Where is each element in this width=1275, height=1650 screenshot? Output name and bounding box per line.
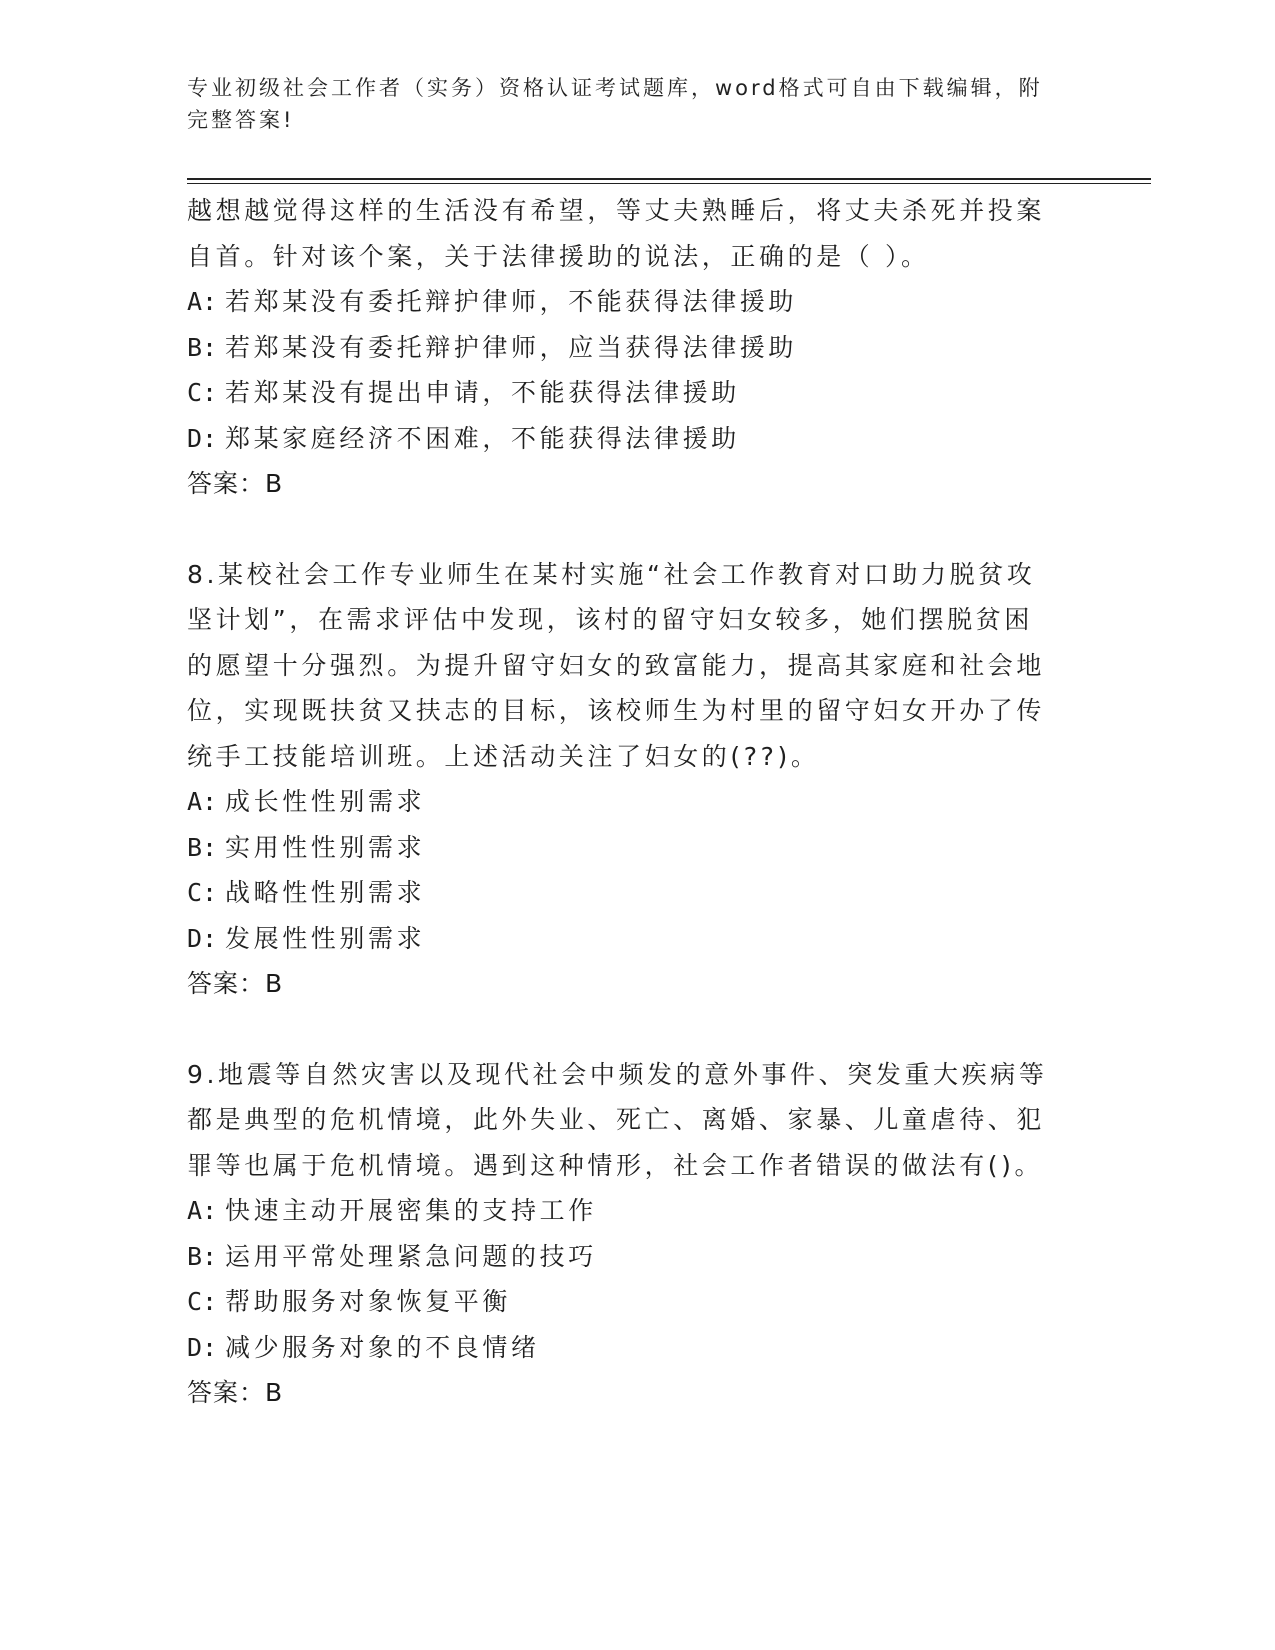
option-letter: A: (187, 787, 218, 816)
question-text-line: 统手工技能培训班。上述活动关注了妇女的(??)。 (187, 741, 820, 771)
spacer (187, 507, 1067, 552)
option-text: 快速主动开展密集的支持工作 (225, 1196, 597, 1225)
option-b (187, 325, 1067, 371)
answer-line: 答案：B (187, 469, 284, 498)
option-letter: B: (187, 832, 218, 862)
spacer (187, 1007, 1067, 1052)
option-letter: D: (187, 1332, 218, 1362)
option-letter: D: (187, 423, 218, 453)
option-text: 实用性性别需求 (225, 832, 426, 862)
option-letter: C: (187, 878, 218, 907)
option-text: 运用平常处理紧急问题的技巧 (225, 1241, 597, 1271)
option-letter: C: (187, 1287, 218, 1316)
option-text: 若郑某没有委托辩护律师，应当获得法律援助 (225, 332, 798, 362)
question-text-line: 坚计划”，在需求评估中发现，该村的留守妇女较多，她们摆脱贫困 (187, 605, 1033, 634)
question-text-line: 8.某校社会工作专业师生在某村实施“社会工作教育对口助力脱贫攻 (187, 559, 1036, 589)
question-block-8 (187, 552, 1067, 1007)
header-line-2: 完整答案! (187, 108, 295, 132)
option-b (187, 825, 1067, 871)
option-letter: C: (187, 378, 218, 407)
option-letter: A: (187, 1196, 218, 1225)
option-letter: A: (187, 287, 218, 316)
header-divider-thin (187, 183, 1151, 184)
option-a (187, 279, 1067, 325)
option-text: 成长性性别需求 (225, 787, 426, 816)
answer-line: 答案：B (187, 969, 284, 998)
option-letter: B: (187, 332, 218, 362)
option-d (187, 1325, 1067, 1371)
option-c (187, 870, 1067, 916)
option-letter: B: (187, 1241, 218, 1271)
document-header (187, 72, 1067, 136)
question-text-line: 9.地震等自然灾害以及现代社会中频发的意外事件、突发重大疾病等 (187, 1059, 1048, 1089)
option-text: 若郑某没有提出申请，不能获得法律援助 (225, 378, 740, 407)
option-a (187, 1188, 1067, 1234)
option-d (187, 416, 1067, 462)
option-text: 减少服务对象的不良情绪 (225, 1332, 540, 1362)
answer-line: 答案：B (187, 1378, 284, 1407)
question-list (187, 188, 1067, 1416)
option-text: 郑某家庭经济不困难，不能获得法律援助 (225, 423, 740, 453)
question-text-line: 位，实现既扶贫又扶志的目标，该校师生为村里的留守妇女开办了传 (187, 696, 1046, 725)
header-line-1: 专业初级社会工作者（实务）资格认证考试题库，word格式可自由下载编辑，附 (187, 76, 1043, 100)
question-block-7 (187, 188, 1067, 507)
option-d (187, 916, 1067, 962)
question-block-9 (187, 1052, 1067, 1416)
question-text-line: 自首。针对该个案，关于法律援助的说法，正确的是（ ）。 (187, 241, 930, 271)
option-c (187, 1279, 1067, 1325)
option-letter: D: (187, 923, 218, 953)
question-text-line: 越想越觉得这样的生活没有希望，等丈夫熟睡后，将丈夫杀死并投案 (187, 196, 1046, 225)
question-text-line: 的愿望十分强烈。为提升留守妇女的致富能力，提高其家庭和社会地 (187, 650, 1046, 680)
option-a (187, 779, 1067, 825)
option-text: 战略性性别需求 (225, 878, 426, 907)
option-b (187, 1234, 1067, 1280)
option-text: 若郑某没有委托辩护律师，不能获得法律援助 (225, 287, 798, 316)
header-divider-thick (187, 178, 1151, 180)
option-text: 发展性性别需求 (225, 923, 426, 953)
question-text-line: 都是典型的危机情境，此外失业、死亡、离婚、家暴、儿童虐待、犯 (187, 1105, 1046, 1134)
question-text-line: 罪等也属于危机情境。遇到这种情形，社会工作者错误的做法有()。 (187, 1150, 1044, 1180)
option-c (187, 370, 1067, 416)
option-text: 帮助服务对象恢复平衡 (225, 1287, 512, 1316)
